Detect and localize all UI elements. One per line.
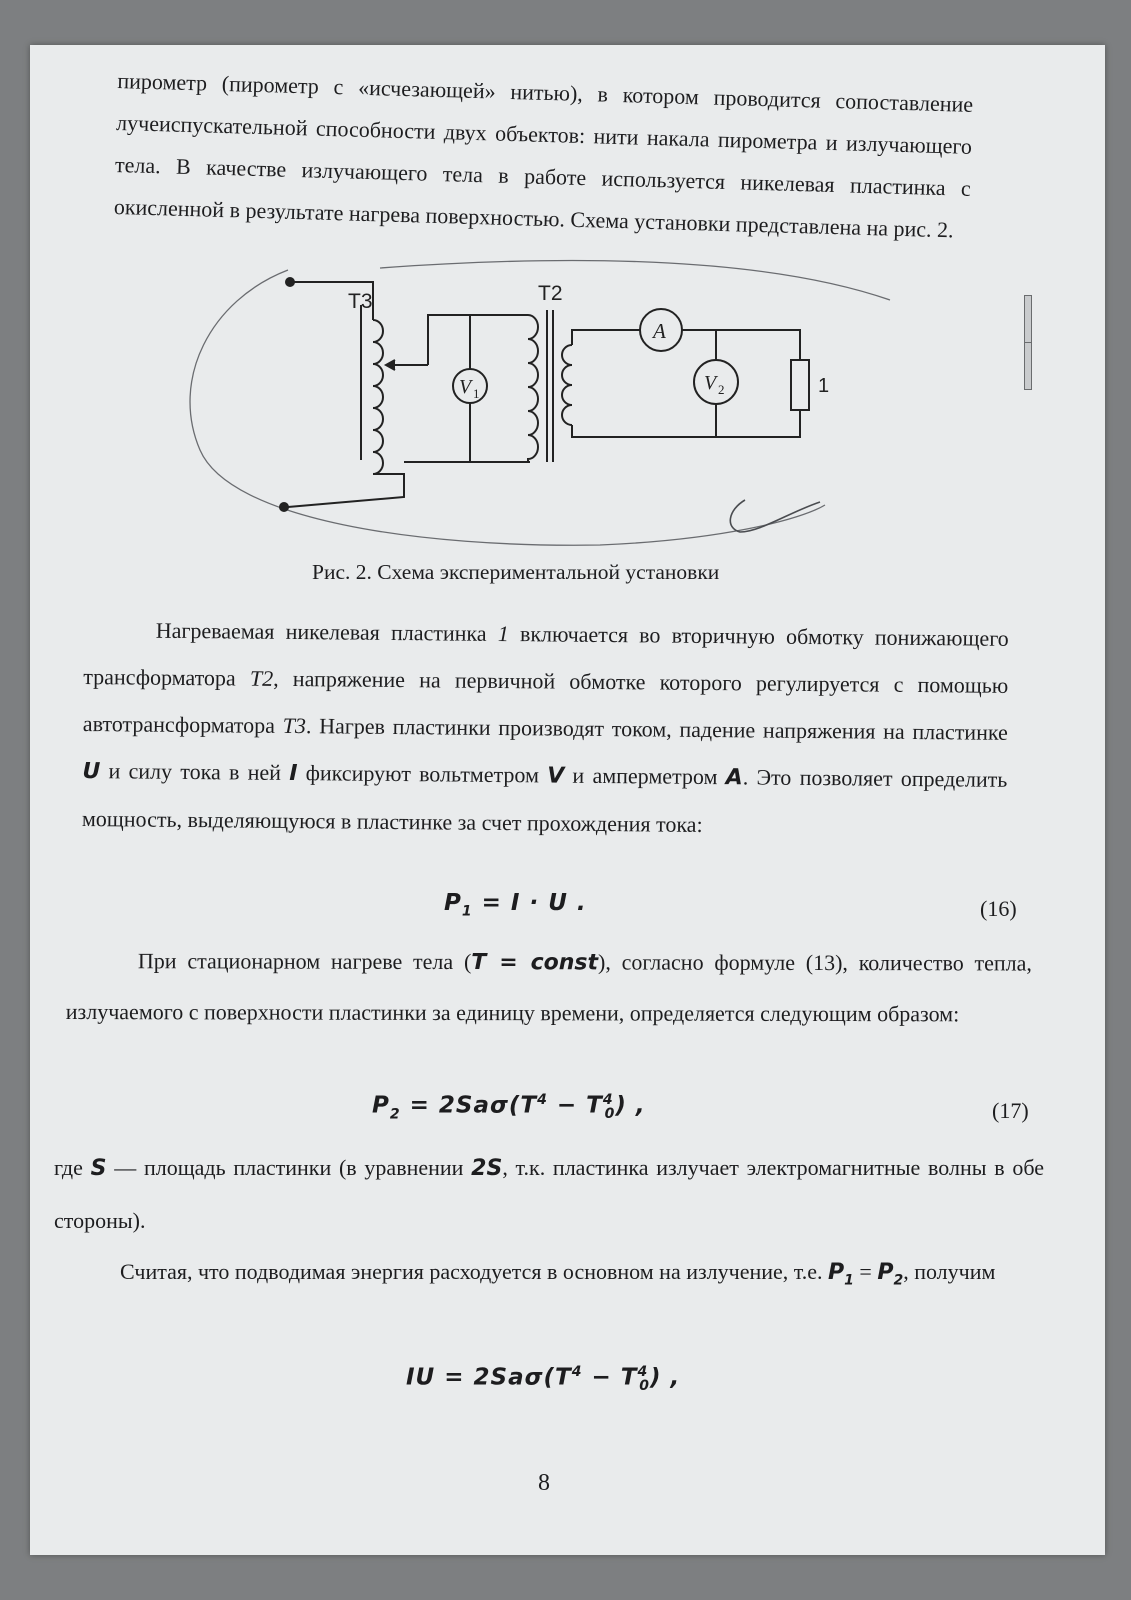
t3-coil (373, 320, 383, 474)
intro-paragraph: пирометр (пирометр с «исчезающей» нитью), в котором проводится сопоставление лучеиспускательной способности двух объектов: нити накала пирометра и излучающего тела. В качестве излучающего тела в работе используется никелевая пластинка с окисленной в результате нагрева поверхностью. Схема установки представлена на рис. 2. (113, 67, 974, 243)
paragraph-heating: Нагреваемая никелевая пластинка 1 включается во вторичную обмотку понижающего трансформатора T2, напряжение на первичной обмотке которого регулируется с помощью автотрансформатора T3. Нагрев пластинки производят током, падение напряжения на пластинке U и силу тока в ней I фиксируют вольтметром V и амперметром A. Это позволяет определить мощность, выделяющуюся в пластинке за счет прохождения тока: (81, 617, 1009, 837)
figure-caption: Рис. 2. Схема экспериментальной установки (312, 560, 720, 584)
equation-17-number: (17) (992, 1098, 1029, 1123)
hand-drawn-mark (730, 500, 820, 532)
label-v1: V (459, 376, 472, 398)
label-ammeter: A (653, 319, 666, 343)
label-t3: T3 (348, 290, 373, 313)
paragraph-area: где S — площадь пластинки (в уравнении 2S, т.к. пластинка излучает электромагнитные волны в обе стороны). (54, 1155, 1045, 1233)
page-number: 8 (538, 1470, 550, 1496)
equation-17: $P_2 = 2Sa\sigma(T^4 - T^4_0)$ , (372, 1092, 646, 1123)
equation-16-number: (16) (980, 896, 1017, 921)
t2-core (547, 310, 553, 462)
label-v2: V (704, 372, 717, 394)
circuit-diagram (0, 0, 1131, 560)
label-v2-sub: 2 (718, 382, 725, 397)
label-plate: 1 (818, 375, 830, 397)
t2-secondary-coil (562, 345, 572, 425)
equation-16: $P_1 = I \cdot U$ . (444, 890, 587, 920)
label-v1-sub: 1 (473, 386, 480, 401)
equation-balance: IU = $2Sa\sigma(T^4 - T^4_0)$ , (406, 1364, 681, 1395)
label-t2: T2 (538, 282, 563, 305)
plate-resistor (791, 360, 809, 410)
t2-primary-coil (528, 315, 538, 462)
paragraph-assumption: Считая, что подводимая энергия расходуется в основном на излучение, т.е. $P_1 = P_2$, получим (120, 1259, 996, 1289)
paragraph-stationary: При стационарном нагреве тела (T = const), согласно формуле (13), количество тепла, излучаемого с поверхности пластинки за единицу времени, определяется следующим образом: (65, 948, 1032, 1027)
